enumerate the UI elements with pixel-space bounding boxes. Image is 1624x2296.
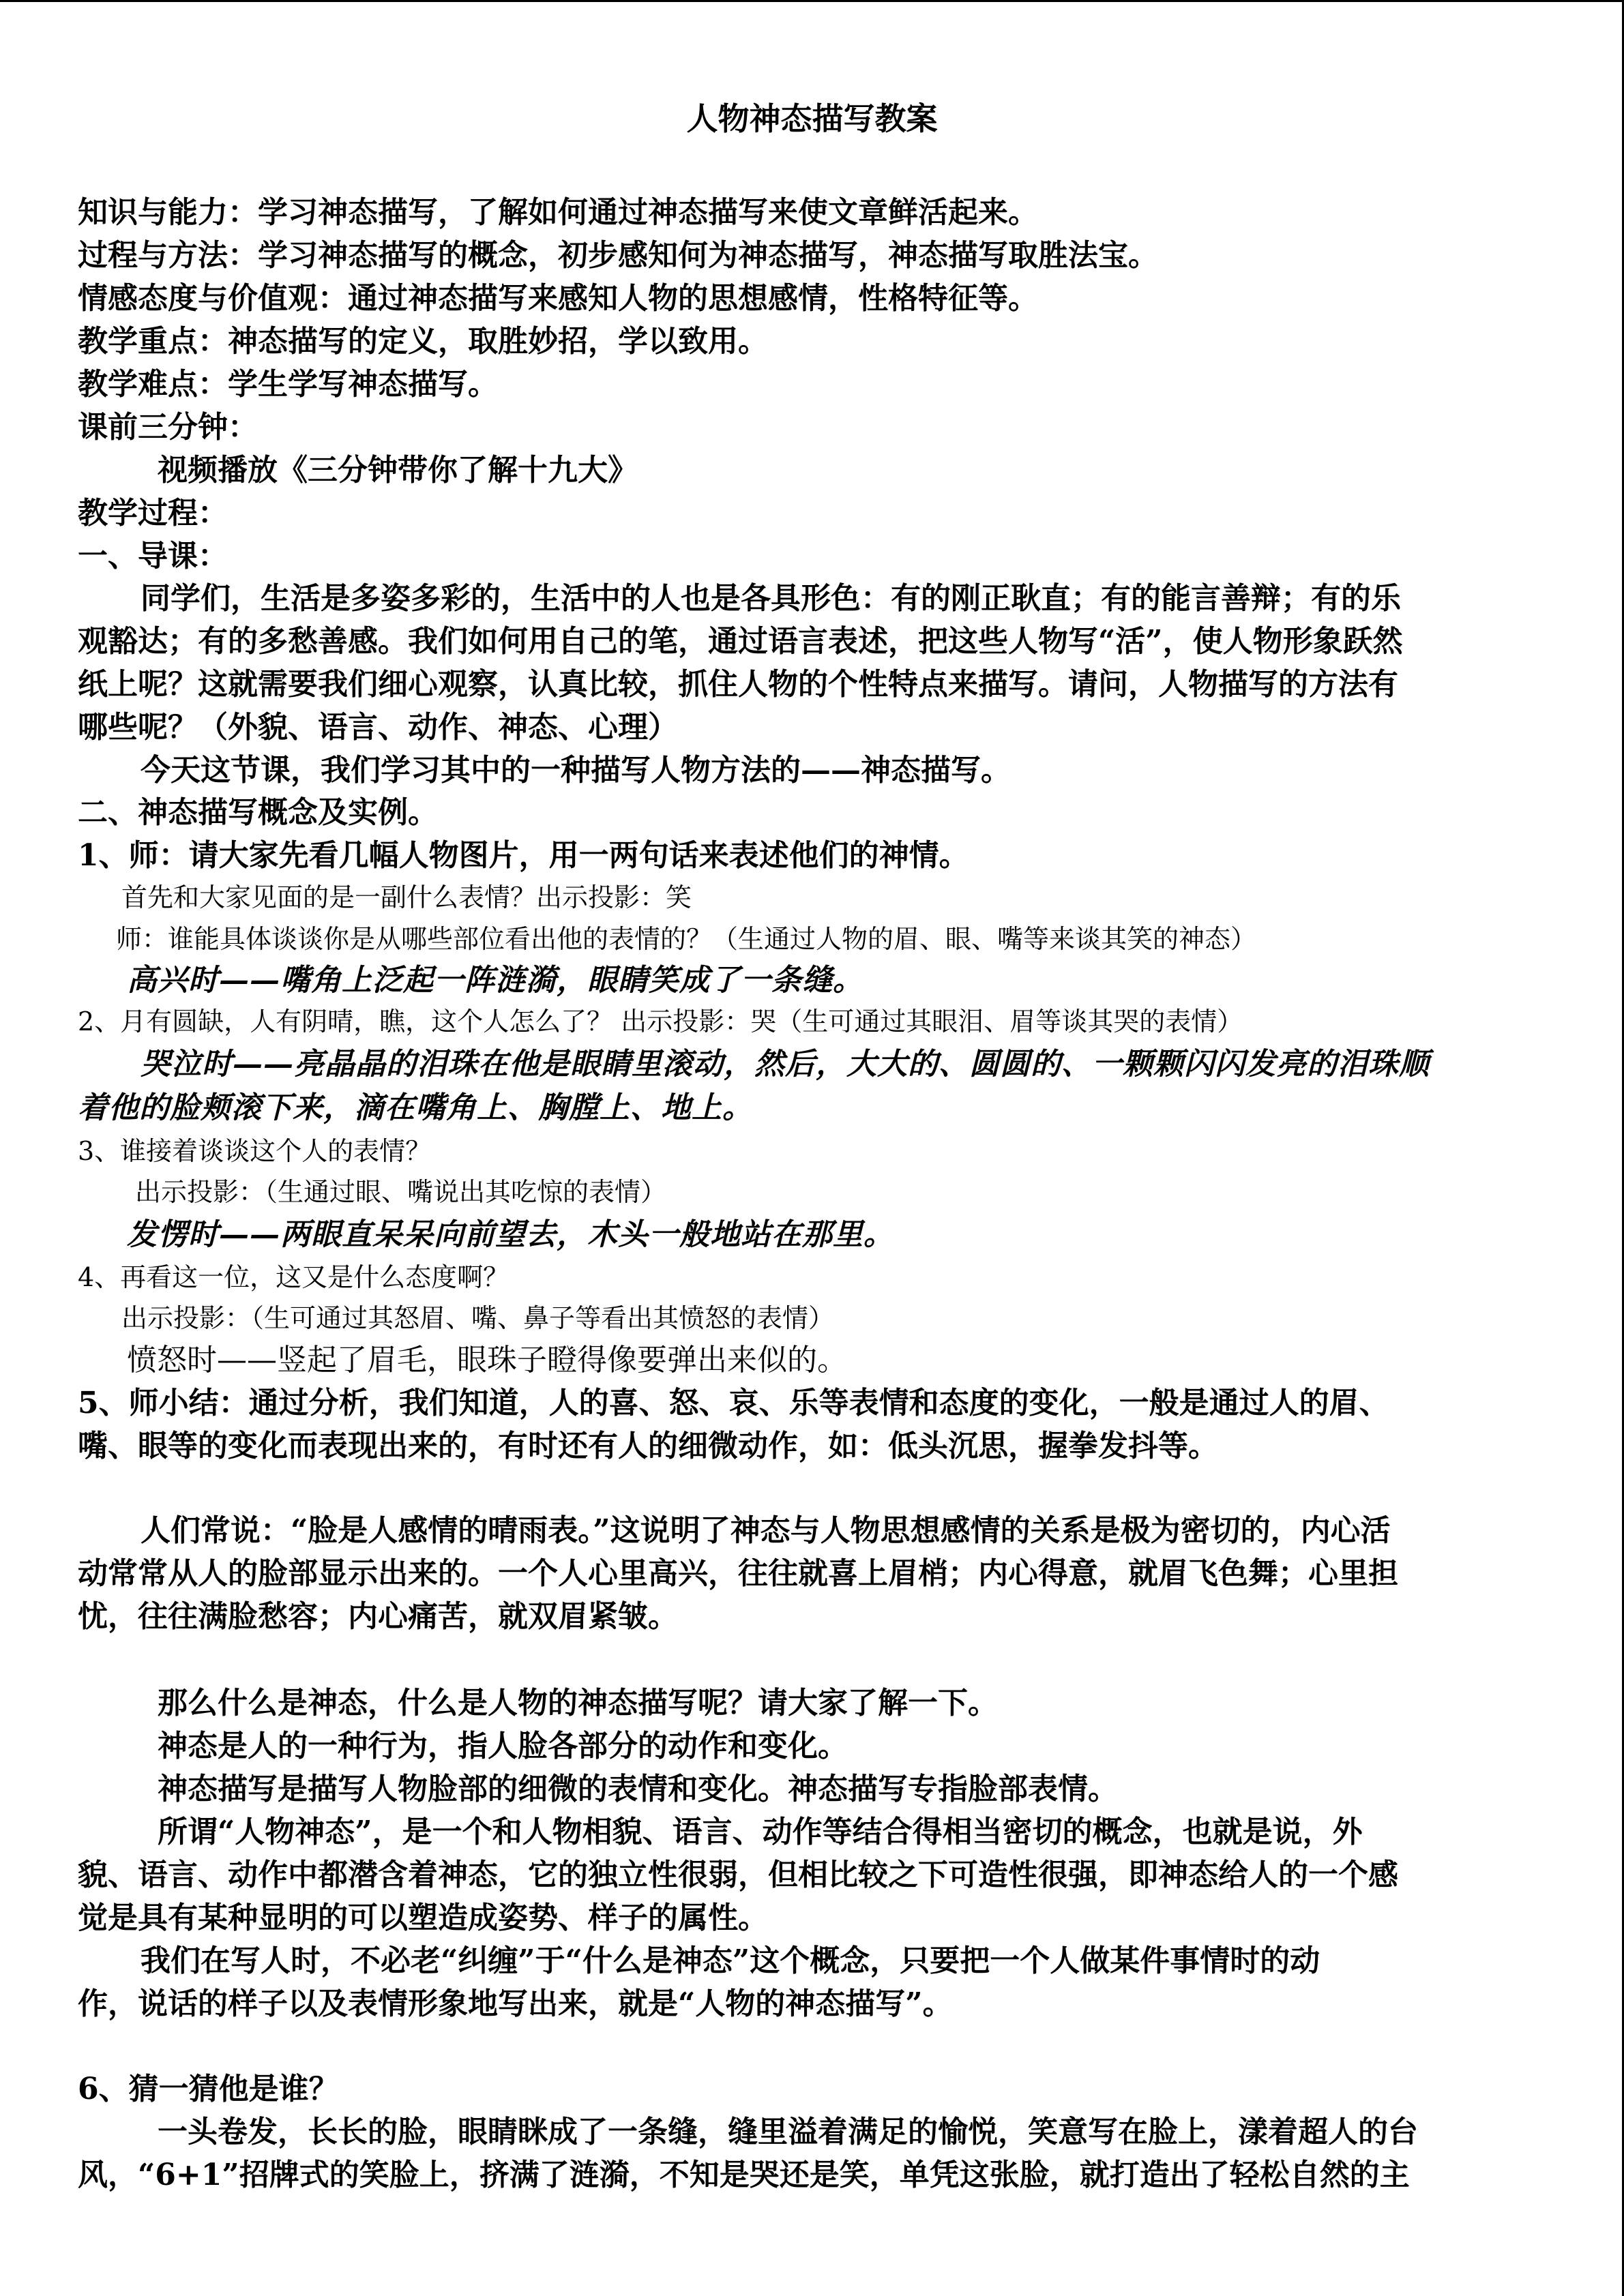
paragraph-line: 今天这节课，我们学习其中的一种描写人物方法的——神态描写。	[141, 753, 1011, 788]
paragraph-line: 那么什么是神态，什么是人物的神态描写呢？请大家了解一下。	[158, 1686, 998, 1720]
example-sentence: 着他的脸颊滚下来，滴在嘴角上、胸膛上、地上。	[78, 1090, 753, 1125]
objective-emotion: 情感态度与价值观：通过神态描写来感知人物的思想感情，性格特征等。	[78, 281, 1038, 316]
teaching-key-point: 教学重点：神态描写的定义，取胜妙招，学以致用。	[78, 324, 768, 359]
definition-line: 貌、语言、动作中都潜含着神态，它的独立性很弱，但相比较之下可造性很强，即神态给人的一个感	[78, 1858, 1398, 1892]
list-item-detail: 出示投影：（生通过眼、嘴说出其吃惊的表情）	[135, 1177, 667, 1207]
paragraph-line: 风，“6+1”招牌式的笑脸上，挤满了涟漪，不知是哭还是笑，单凭这张脸，就打造出了轻松自然的主	[78, 2158, 1410, 2192]
list-item: 嘴、眼等的变化而表现出来的，有时还有人的细微动作，如：低头沉思，握拳发抖等。	[78, 1429, 1218, 1463]
example-sentence: 哭泣时——亮晶晶的泪珠在他是眼睛里滚动，然后，大大的、圆圆的、一颗颗闪闪发亮的泪珠顺	[141, 1047, 1430, 1082]
definition-line: 所谓“人物神态”，是一个和人物相貌、语言、动作等结合得相当密切的概念，也就是说，外	[158, 1815, 1363, 1849]
objective-knowledge: 知识与能力：学习神态描写，了解如何通过神态描写来使文章鲜活起来。	[78, 195, 1038, 230]
list-item-detail: 首先和大家见面的是一副什么表情？出示投影：笑	[121, 882, 692, 912]
definition-line: 神态描写是描写人物脸部的细微的表情和变化。神态描写专指脸部表情。	[158, 1772, 1118, 1806]
list-item: 5、师小结：通过分析，我们知道，人的喜、怒、哀、乐等表情和态度的变化，一般是通过人的眉、	[78, 1386, 1389, 1420]
paragraph-line: 观豁达；有的多愁善感。我们如何用自己的笔，通过语言表述，把这些人物写“活”，使人物形象跃然	[78, 624, 1403, 659]
paragraph-line: 哪些呢？（外貌、语言、动作、神态、心理）	[78, 710, 678, 745]
paragraph-line: 纸上呢？这就需要我们细心观察，认真比较，抓住人物的个性特点来描写。请问，人物描写的方法有	[78, 667, 1398, 702]
pre-class-heading: 课前三分钟：	[78, 410, 258, 445]
list-item: 3、谁接着谈谈这个人的表情？	[78, 1136, 432, 1166]
section-heading: 二、神态描写概念及实例。	[78, 795, 438, 830]
teaching-difficulty: 教学难点：学生学写神态描写。	[78, 367, 498, 402]
paragraph-line: 同学们，生活是多姿多彩的，生活中的人也是各具形色：有的刚正耿直；有的能言善辩；有的乐	[141, 581, 1401, 616]
example-sentence: 愤怒时——竖起了眉毛，眼珠子瞪得像要弹出来似的。	[127, 1343, 847, 1377]
paragraph-line: 作，说话的样子以及表情形象地写出来，就是“人物的神态描写”。	[78, 1986, 953, 2021]
example-sentence: 高兴时——嘴角上泛起一阵涟漪，眼睛笑成了一条缝。	[127, 963, 863, 998]
paragraph-line: 一头卷发，长长的脸，眼睛眯成了一条缝，缝里溢着满足的愉悦，笑意写在脸上，漾着超人的台	[158, 2115, 1418, 2149]
objective-process: 过程与方法：学习神态描写的概念，初步感知何为神态描写，神态描写取胜法宝。	[78, 238, 1158, 273]
list-item-detail: 出示投影：（生可通过其怒眉、嘴、鼻子等看出其愤怒的表情）	[121, 1303, 835, 1333]
paragraph-line: 我们在写人时，不必老“纠缠”于“什么是神态”这个概念，只要把一个人做某件事情时的动	[141, 1943, 1320, 1978]
list-item-detail: 师：谁能具体谈谈你是从哪些部位看出他的表情的？（生通过人物的眉、眼、嘴等来谈其笑的神态）	[116, 924, 1257, 954]
process-heading: 教学过程：	[78, 496, 228, 531]
page-title: 人物神态描写教案	[686, 100, 938, 137]
list-item: 1、师：请大家先看几幅人物图片，用一两句话来表述他们的神情。	[78, 838, 969, 873]
section-heading: 一、导课：	[78, 539, 228, 573]
definition-line: 觉是具有某种显明的可以塑造成姿势、样子的属性。	[78, 1900, 768, 1935]
list-item: 6、猜一猜他是谁？	[78, 2072, 339, 2106]
list-item: 2、月有圆缺，人有阴晴，瞧，这个人怎么了？ 出示投影：哭（生可通过其眼泪、眉等谈其哭的表情）	[78, 1007, 1243, 1037]
list-item: 4、再看这一位，这又是什么态度啊？	[78, 1262, 510, 1292]
paragraph-line: 忧，往往满脸愁容；内心痛苦，就双眉紧皱。	[78, 1599, 678, 1634]
paragraph-line: 人们常说：“脸是人感情的晴雨表。”这说明了神态与人物思想感情的关系是极为密切的，内心活	[141, 1513, 1391, 1548]
definition-line: 神态是人的一种行为，指人脸各部分的动作和变化。	[158, 1729, 848, 1763]
pre-class-video: 视频播放《三分钟带你了解十九大》	[158, 453, 638, 488]
paragraph-line: 动常常从人的脸部显示出来的。一个人心里高兴，往往就喜上眉梢；内心得意，就眉飞色舞；心里担	[78, 1556, 1398, 1591]
example-sentence: 发愣时——两眼直呆呆向前望去，木头一般地站在那里。	[127, 1217, 894, 1252]
